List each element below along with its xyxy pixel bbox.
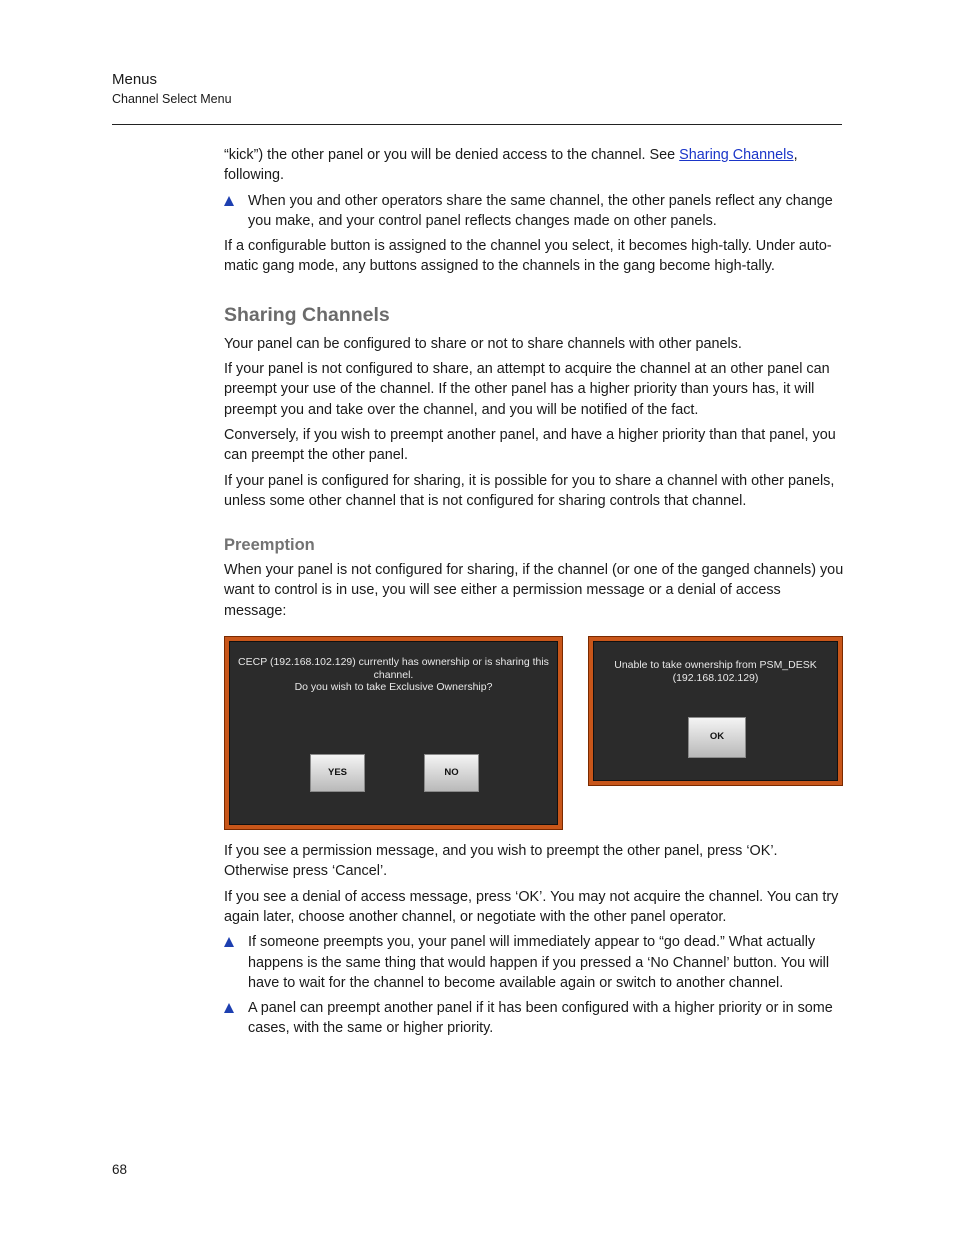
permission-dialog-body [229, 641, 558, 825]
running-header-subtitle: Channel Select Menu [112, 92, 232, 106]
preemption-bullet-2-text: A panel can preempt another panel if it has been configured with a higher priority or in some cases, with the same or higher priority. [248, 1000, 833, 1037]
intro-bullet-1 [224, 191, 844, 232]
sharing-paragraph-4: If your panel is configured for sharing, it is possible for you to share a channel with other panels, unless some other channel that is not configured for sharing controls that channel. [224, 472, 835, 509]
intro-paragraph-1 [224, 145, 844, 186]
header-divider [112, 124, 842, 125]
dialog-screenshots [224, 636, 844, 830]
triangle-bullet-icon [224, 196, 234, 206]
preemption-paragraph-1: When your panel is not configured for sharing, if the channel (or one of the ganged channels) you want to control is in use, you will see either a permission message or a denial of access message: [224, 562, 844, 619]
preemption-bullet-2 [224, 998, 844, 1039]
permission-dialog-message: CECP (192.168.102.129) currently has ownership or is sharing this channel. Do you wish to take Exclusive Ownership? [238, 656, 549, 694]
sharing-paragraph-1: Your panel can be configured to share or not to share channels with other panels. [224, 335, 742, 352]
yes-button[interactable]: YES [310, 754, 365, 792]
intro-paragraph-1-line2: following. [224, 167, 284, 184]
intro-paragraph-1-text: “kick”) the other panel or you will be denied access to the channel. See [224, 147, 680, 163]
intro-paragraph-1-comma: , [793, 147, 798, 163]
denial-dialog-body [593, 641, 838, 781]
preemption-bullet-1 [224, 932, 844, 993]
preemption-paragraph-2: If you see a permission message, and you wish to preempt the other panel, press ‘OK’. Otherwise press ‘Cancel’. [224, 843, 778, 880]
denial-dialog-message: Unable to take ownership from PSM_DESK (192.168.102.129) [614, 659, 817, 684]
preemption-bullet-1-text: If someone preempts you, your panel will immediately appear to “go dead.” What actually happens is the same thing that would happen if you pressed a ‘No Channel’ button. You will have to wait for the channel to become available again or switch to another channel. [248, 934, 830, 991]
intro-paragraph-2: If a configurable button is assigned to the channel you select, it becomes high-tally. Under auto-matic gang mode, any buttons assigned to the channels in the gang become high-tally. [224, 238, 832, 275]
ok-button[interactable]: OK [688, 717, 746, 758]
sharing-paragraph-2: If your panel is not configured to share, an attempt to acquire the channel at an other panel can preempt your use of the channel. If the other panel has a higher priority than yours has, it will preempt you and take over the channel, and you will be notified of the fact. [224, 361, 830, 418]
triangle-bullet-icon [224, 937, 234, 947]
permission-dialog [224, 636, 563, 830]
sharing-paragraph-3: Conversely, if you wish to preempt another panel, and have a higher priority than that panel, you can preempt the other panel. [224, 426, 836, 464]
intro-bullet-1-text: When you and other operators share the same channel, the other panels reflect any change you make, and your control panel reflects changes made on other panels. [248, 192, 833, 229]
page-number: 68 [112, 1162, 128, 1177]
main-content [224, 145, 844, 1044]
denial-dialog [588, 636, 843, 786]
triangle-bullet-icon [224, 1003, 234, 1013]
running-header-title: Menus [112, 71, 158, 88]
no-button[interactable]: NO [424, 754, 479, 792]
sharing-channels-heading: Sharing Channels [224, 303, 390, 326]
preemption-paragraph-3: If you see a denial of access message, press ‘OK’. You may not acquire the channel. You can try again later, choose another channel, or negotiate with the other panel operator. [224, 888, 839, 925]
sharing-channels-link[interactable]: Sharing Channels [679, 147, 794, 163]
preemption-heading: Preemption [224, 536, 315, 555]
